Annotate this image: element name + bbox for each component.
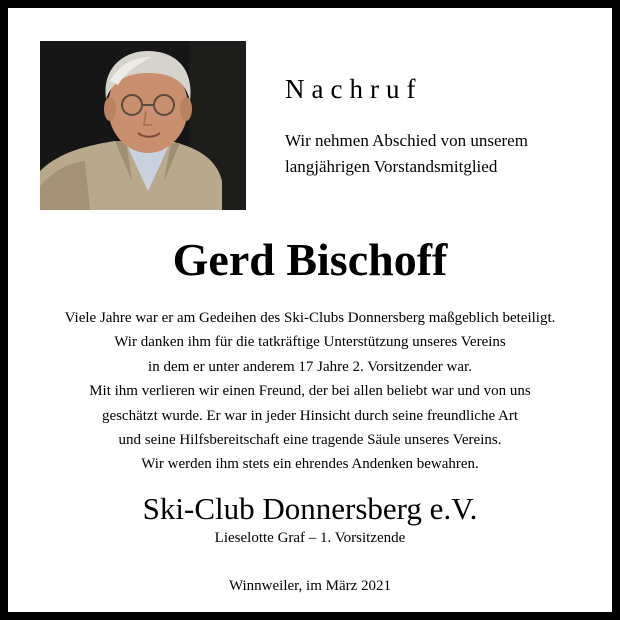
- signer-line: Lieselotte Graf – 1. Vorsitzende: [214, 530, 406, 546]
- tribute-line: geschätzt wurde. Er war in jeder Hinsicht durch seine freundliche Art: [101, 407, 519, 424]
- place-date: Winnweiler, im März 2021: [228, 578, 392, 594]
- tribute-line: Viele Jahre war er am Gedeihen des Ski-Clubs Donnersberg maßgeblich beteiligt.: [64, 310, 556, 326]
- tribute-line: Mit ihm verlieren wir einen Freund, der bei allen beliebt war und von uns: [89, 383, 531, 400]
- portrait-photo: [40, 41, 246, 210]
- tribute-line: und seine Hilfsbereitschaft eine tragende Säule unseres Vereins.: [118, 432, 502, 449]
- tribute-text: [8, 306, 612, 477]
- obituary-heading: Nachruf: [285, 74, 423, 104]
- intro-text: [285, 128, 528, 180]
- club-name: Ski-Club Donnersberg e.V.: [142, 491, 478, 526]
- tribute-line: Wir danken ihm für die tatkräftige Unterstützung unseres Vereins: [114, 334, 506, 351]
- deceased-name: Gerd Bischoff: [172, 234, 448, 285]
- tribute-line: in dem er unter anderem 17 Jahre 2. Vorsitzender war.: [148, 358, 472, 375]
- portrait-illustration: [40, 41, 246, 210]
- intro-line: langjährigen Vorstandsmitglied: [285, 157, 498, 176]
- tribute-line: Wir werden ihm stets ein ehrendes Andenken bewahren.: [141, 456, 479, 473]
- intro-line: Wir nehmen Abschied von unserem: [285, 131, 528, 150]
